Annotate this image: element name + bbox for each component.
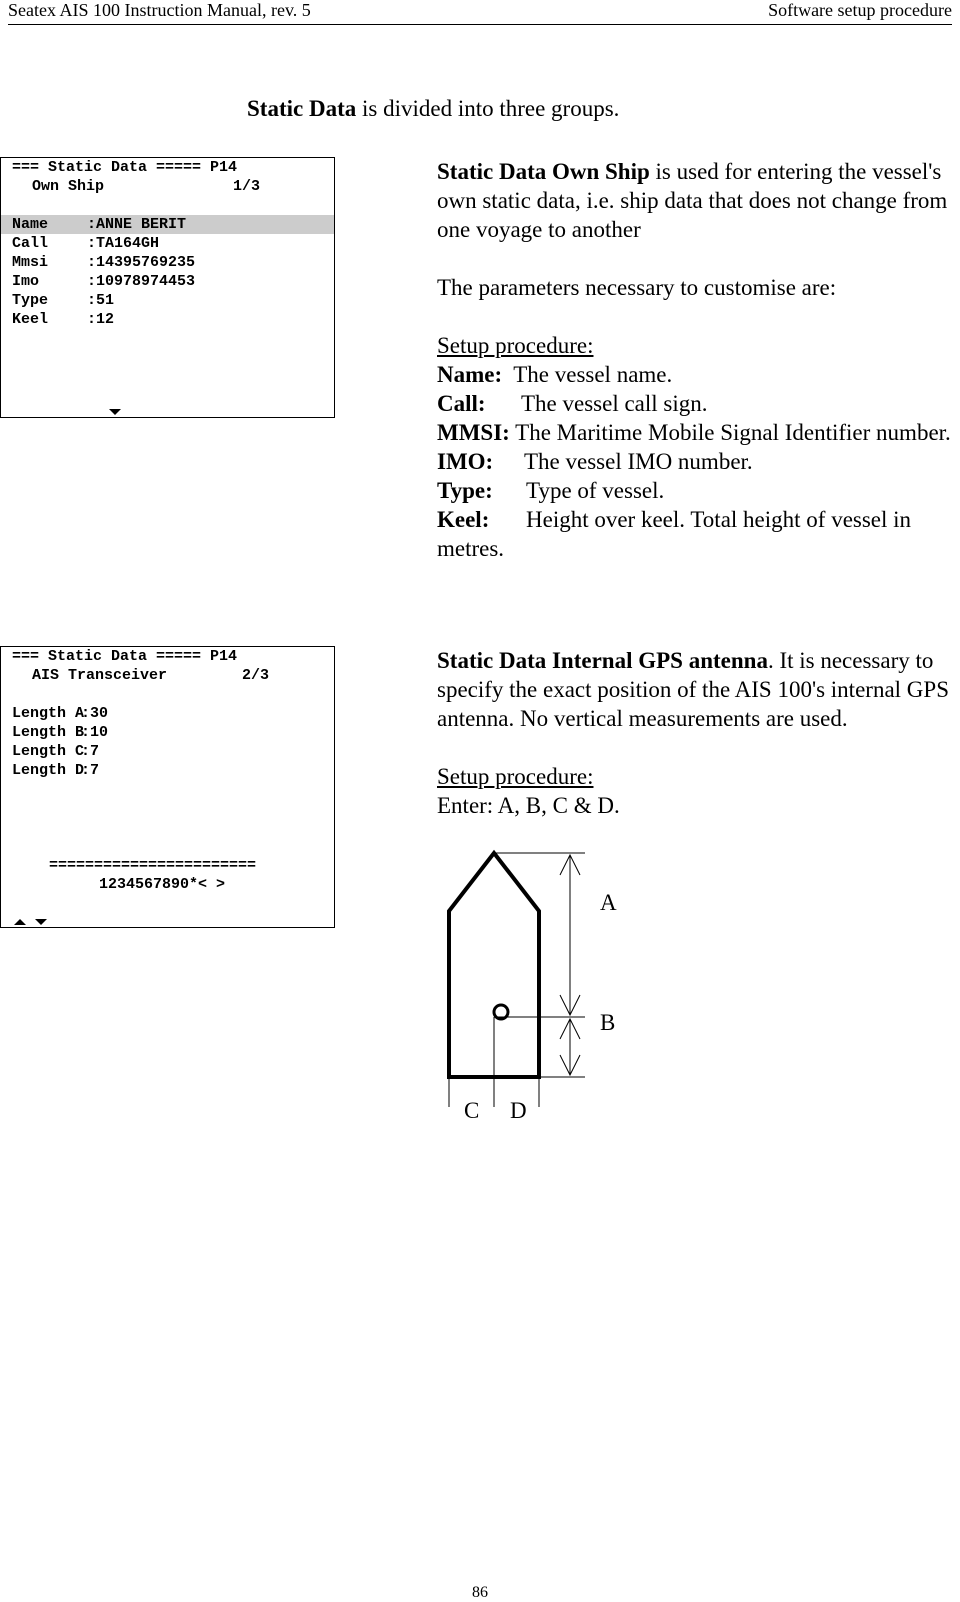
keypad-characters[interactable]: 1234567890*< > [99,876,226,893]
scroll-down-icon [109,402,121,421]
page-header [8,0,952,25]
param-call: Call: The vessel call sign. [437,391,708,416]
intro-rest: is divided into three groups. [356,96,620,121]
label-b: B [600,1010,616,1035]
heading-rest: . It is necessary to specify the exact position of the AIS 100's internal GPS antenna. No vertical measurements are used. [437,648,949,731]
param-name: Name: The vessel name. [437,362,673,387]
field-label: Length D [12,762,85,779]
field-value: :7 [81,743,100,760]
intro-line [247,96,619,122]
label-a: A [600,890,617,915]
section-own-ship [437,157,952,563]
header-title: Seatex AIS 100 Instruction Manual, rev. 5 [8,0,311,20]
header-section: Software setup procedure [768,0,952,20]
antenna-position-diagram [437,845,667,1145]
screen-subtitle: Own Ship [32,178,105,195]
page-number: 86 [472,1584,488,1601]
screen-page: 2/3 [242,667,270,684]
label-d: D [510,1098,527,1123]
field-label: Length B [12,724,85,741]
lcd-screen-own-ship [0,157,335,418]
param-mmsi: MMSI: The Maritime Mobile Signal Identifier number. [437,420,951,445]
param-keel: Keel: Height over keel. Total height of vessel in metres. [437,507,912,561]
field-label: Imo [12,273,40,290]
field-label: Length A [12,705,85,722]
intro-bold: Static Data [247,96,357,121]
section-heading [437,157,952,244]
param-imo: IMO: The vessel IMO number. [437,449,753,474]
field-value: :10978974453 [87,273,196,290]
field-value: :7 [81,762,100,779]
field-label: Mmsi [12,254,49,271]
field-label: Keel [12,311,49,328]
scroll-up-down-icon [14,912,47,931]
field-label: Type [12,292,49,309]
enter-line: Enter: A, B, C & D. [437,793,620,818]
param-type: Type: Type of vessel. [437,478,665,503]
field-label: Call [12,235,49,252]
field-value: :12 [87,311,115,328]
section-gps-antenna [437,646,952,820]
heading-bold: Static Data Own Ship [437,159,650,184]
setup-label: Setup procedure: [437,333,594,358]
screen-page: 1/3 [233,178,261,195]
lcd-screen-ais-transceiver [0,646,335,928]
label-c: C [464,1098,480,1123]
keypad-separator: ======================= [49,857,257,874]
field-label: Length C [12,743,85,760]
field-value: :51 [87,292,115,309]
section-heading [437,646,952,733]
screen-title: === Static Data ===== P14 [12,648,238,665]
field-value: :30 [81,705,109,722]
params-intro: The parameters necessary to customise are: [437,275,837,300]
screen-subtitle: AIS Transceiver [32,667,168,684]
setup-label: Setup procedure: [437,764,594,789]
field-value: :TA164GH [87,235,160,252]
field-label[interactable]: Name [12,216,49,233]
field-value: :10 [81,724,109,741]
field-value: :14395769235 [87,254,196,271]
heading-rest: is used for entering the vessel's own static data, i.e. ship data that does not change from one voyage to another [437,159,948,242]
field-value[interactable]: :ANNE BERIT [87,216,187,233]
screen-title: === Static Data ===== P14 [12,159,238,176]
heading-bold: Static Data Internal GPS antenna [437,648,768,673]
